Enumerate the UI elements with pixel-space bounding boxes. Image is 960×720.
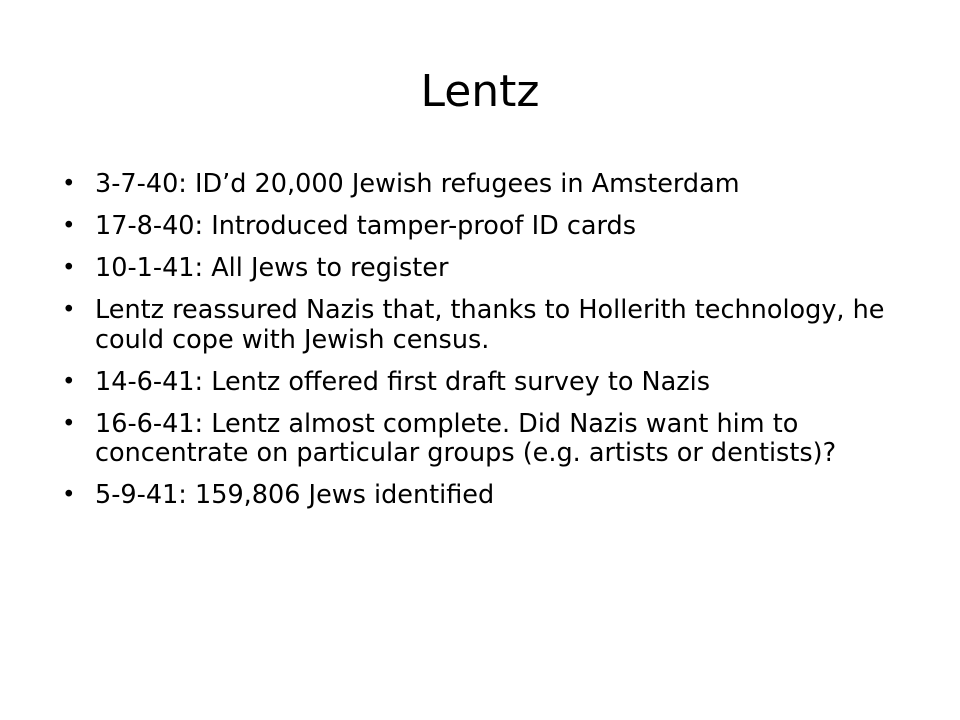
bullet-marker: • xyxy=(62,482,76,508)
bullet-item xyxy=(62,296,912,355)
bullet-list xyxy=(62,170,912,523)
bullet-marker: • xyxy=(62,410,76,437)
bullet-marker: • xyxy=(62,255,76,281)
slide-title: Lentz xyxy=(420,66,540,117)
bullet-text: 14-6-41: Lentz offered first draft survey to Nazis xyxy=(95,366,711,397)
bullet-marker: • xyxy=(62,213,76,239)
bullet-item xyxy=(62,368,912,398)
bullet-text: 16-6-41: Lentz almost complete. Did Nazis want him to concentrate on particular groups (e.g. artists or dentists)? xyxy=(95,408,837,468)
bullet-marker: • xyxy=(62,368,76,395)
bullet-text: 10-1-41: All Jews to register xyxy=(95,253,449,283)
bullet-text: 17-8-40: Introduced tamper-proof ID cards xyxy=(95,211,636,241)
bullet-item xyxy=(62,212,912,242)
bullet-item xyxy=(62,170,912,200)
bullet-item xyxy=(62,410,912,469)
bullet-text: 5-9-41: 159,806 Jews identified xyxy=(95,480,495,510)
bullet-marker: • xyxy=(62,171,76,197)
bullet-text: Lentz reassured Nazis that, thanks to Hollerith technology, he could cope with Jewish census. xyxy=(95,295,885,355)
bullet-item xyxy=(62,481,912,511)
bullet-text: 3-7-40: ID’d 20,000 Jewish refugees in Amsterdam xyxy=(95,169,740,199)
bullet-marker: • xyxy=(62,297,76,323)
bullet-item xyxy=(62,254,912,284)
